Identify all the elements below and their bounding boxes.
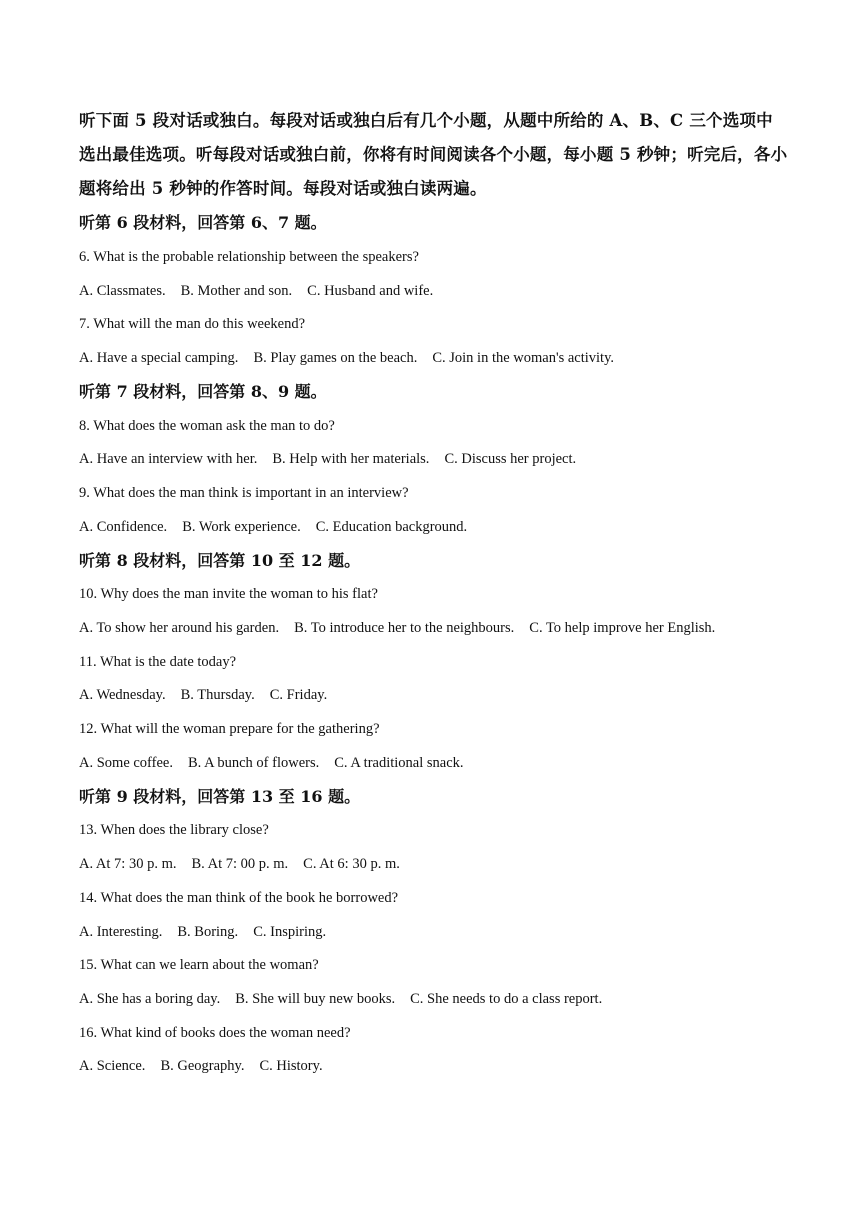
question-text: 12. What will the woman prepare for the gathering?: [79, 721, 380, 738]
option-a: A. At 7: 30 p. m.: [79, 856, 177, 873]
answer-options: [79, 510, 789, 544]
sections-container: [79, 206, 789, 1083]
answer-options: [79, 611, 789, 645]
answer-options: [79, 982, 789, 1016]
answer-options: [79, 746, 789, 780]
question-text: 16. What kind of books does the woman need?: [79, 1024, 351, 1041]
question-text: 7. What will the man do this weekend?: [79, 316, 306, 333]
option-a: A. Wednesday.: [79, 687, 166, 704]
option-a: A. Some coffee.: [79, 754, 173, 771]
answer-options: [79, 341, 789, 375]
question-text: 11. What is the date today?: [79, 653, 237, 670]
option-c: C. Friday.: [269, 687, 328, 704]
option-c: C. Inspiring.: [253, 923, 327, 940]
option-a: A. Science.: [79, 1058, 146, 1075]
question-text: 15. What can we learn about the woman?: [79, 957, 319, 974]
option-b: B. A bunch of flowers.: [187, 754, 320, 771]
option-c: C. Discuss her project.: [444, 451, 577, 468]
answer-options: [79, 915, 789, 949]
exam-page: [79, 104, 789, 1083]
question-text: 13. When does the library close?: [79, 822, 269, 839]
option-b: B. To introduce her to the neighbours.: [294, 620, 515, 637]
option-a: A. Interesting.: [79, 923, 163, 940]
option-b: B. Thursday.: [180, 687, 255, 704]
section-heading: 听第 7 段材料，回答第 8、9 题。: [79, 381, 327, 401]
answer-options: [79, 442, 789, 476]
question-text: 14. What does the man think of the book he borrowed?: [79, 889, 399, 906]
option-b: B. Mother and son.: [180, 282, 293, 299]
question-text: 6. What is the probable relationship between the speakers?: [79, 248, 419, 265]
option-c: C. Join in the woman's activity.: [432, 349, 615, 366]
section-heading: 听第 6 段材料，回答第 6、7 题。: [79, 213, 327, 232]
option-b: B. Work experience.: [182, 518, 301, 535]
instructions-paragraph: 听下面 5 段对话或独白。每段对话或独白后有几个小题，从题中所给的 A、B、C 三个选项中选出最佳选项。听每段对话或独白前，你将有时间阅读各个小题，每小题 5 秒钟；听完后，各小题将给出 5 秒钟的作答时间。每段对话或独白读两遍。: [79, 111, 788, 198]
option-b: B. She will buy new books.: [235, 990, 396, 1007]
option-a: A. Have a special camping.: [79, 349, 239, 366]
option-b: B. Play games on the beach.: [253, 349, 418, 366]
option-c: C. To help improve her English.: [529, 620, 716, 637]
section-heading: 听第 9 段材料，回答第 13 至 16 题。: [79, 786, 361, 806]
option-b: B. Help with her materials.: [272, 451, 430, 468]
option-c: C. History.: [259, 1058, 323, 1075]
answer-options: [79, 679, 789, 713]
question-text: 10. Why does the man invite the woman to his flat?: [79, 586, 378, 603]
option-b: B. Geography.: [160, 1058, 245, 1075]
answer-options: [79, 1049, 789, 1083]
option-a: A. To show her around his garden.: [79, 620, 280, 637]
question-text: 9. What does the man think is important in an interview?: [79, 484, 409, 501]
option-c: C. Husband and wife.: [307, 282, 434, 299]
answer-options: [79, 274, 789, 308]
option-a: A. Confidence.: [79, 518, 168, 535]
question-text: 8. What does the woman ask the man to do?: [79, 417, 335, 434]
option-c: C. Education background.: [315, 518, 468, 535]
option-a: A. Have an interview with her.: [79, 451, 258, 468]
option-c: C. At 6: 30 p. m.: [303, 856, 400, 873]
option-b: B. Boring.: [177, 923, 239, 940]
option-c: C. She needs to do a class report.: [410, 990, 603, 1007]
option-a: A. She has a boring day.: [79, 990, 221, 1007]
section-heading: 听第 8 段材料，回答第 10 至 12 题。: [79, 550, 361, 570]
option-a: A. Classmates.: [79, 282, 166, 299]
answer-options: [79, 847, 789, 881]
option-c: C. A traditional snack.: [334, 754, 464, 771]
option-b: B. At 7: 00 p. m.: [191, 856, 289, 873]
